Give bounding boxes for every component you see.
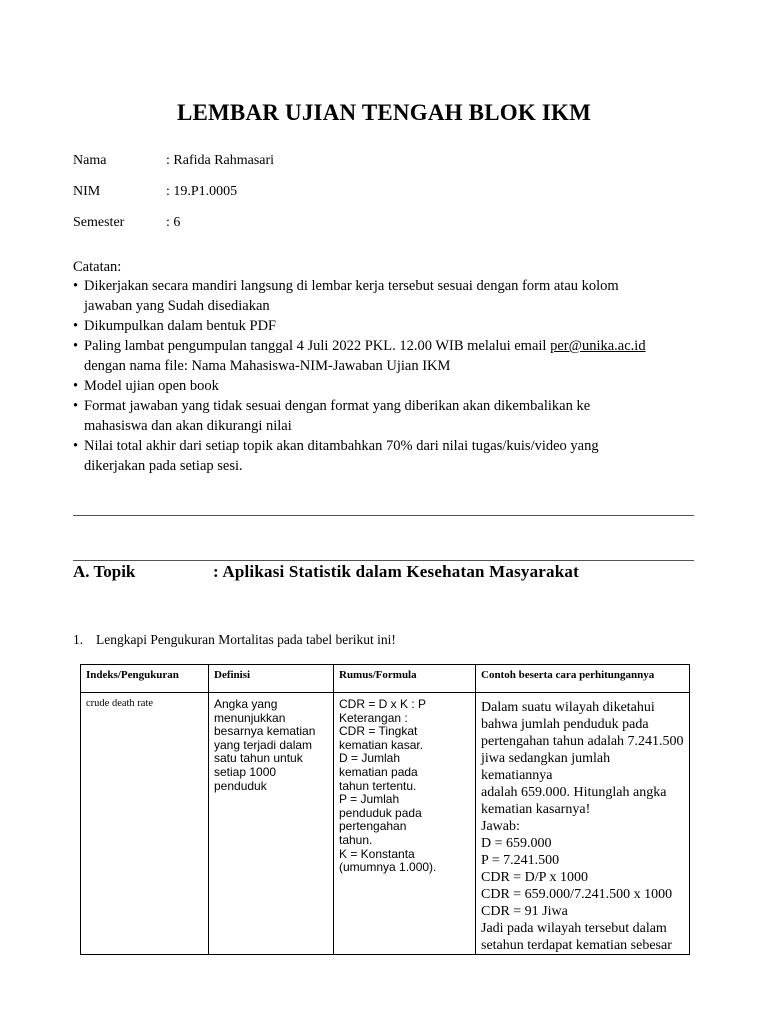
cell-line: kematian kasar. bbox=[339, 737, 424, 752]
note-line: • Dikumpulkan dalam bentuk PDF bbox=[84, 318, 277, 334]
cell-line: CDR = D x K : P bbox=[339, 697, 427, 711]
note-item bbox=[73, 336, 703, 376]
cell-line: penduduk pada bbox=[339, 805, 422, 820]
cell-line: CDR = 659.000/7.241.500 x 1000 bbox=[481, 887, 673, 902]
cell-line: menunjukkan bbox=[214, 710, 286, 725]
cell-line: (umumnya 1.000). bbox=[339, 860, 437, 875]
cell-line: Keterangan : bbox=[339, 710, 408, 725]
cell-line: besarnya kematian bbox=[214, 724, 316, 739]
note-line: dikerjakan pada setiap sesi. bbox=[84, 458, 243, 474]
cell-line: adalah 659.000. Hitunglah angka bbox=[481, 785, 667, 800]
cell-index: crude death rate bbox=[81, 693, 209, 955]
table-header-row bbox=[81, 665, 690, 693]
topic-label: A. Topik bbox=[73, 562, 136, 581]
info-label: Nama bbox=[73, 153, 107, 168]
note-item bbox=[73, 276, 703, 316]
cell-line: setiap 1000 bbox=[214, 764, 277, 779]
cell-line: penduduk bbox=[214, 778, 267, 793]
cell-line: Dalam suatu wilayah diketahui bbox=[481, 700, 655, 715]
cell-line: bahwa jumlah penduduk pada bbox=[481, 717, 649, 732]
note-item bbox=[73, 436, 703, 476]
cell-line: Angka yang bbox=[214, 697, 278, 711]
cell-formula bbox=[334, 693, 476, 955]
mortality-table bbox=[80, 664, 690, 955]
note-line: • Nilai total akhir dari setiap topik akan ditambahkan 70% dari nilai tugas/kuis/video yang bbox=[84, 438, 599, 454]
header-index: Indeks/Pengukuran bbox=[81, 665, 209, 693]
note-text: Paling lambat pengumpulan tanggal 4 Juli 2022 PKL. 12.00 WIB melalui email bbox=[84, 338, 551, 354]
header-definition: Definisi bbox=[209, 665, 334, 693]
cell-line: kematian kasarnya! bbox=[481, 802, 591, 817]
note-line bbox=[84, 336, 703, 356]
topic-value: : Aplikasi Statistik dalam Kesehatan Masyarakat bbox=[213, 562, 579, 581]
header-formula: Rumus/Formula bbox=[334, 665, 476, 693]
note-line: • Dikerjakan secara mandiri langsung di lembar kerja tersebut sesuai dengan form atau kolom bbox=[84, 278, 619, 294]
cell-line: pertengahan bbox=[339, 819, 407, 834]
cell-line: D = Jumlah bbox=[339, 751, 401, 766]
cell-line: tahun tertentu. bbox=[339, 778, 417, 793]
cell-example bbox=[476, 693, 690, 955]
page-title: LEMBAR UJIAN TENGAH BLOK IKM bbox=[176, 100, 592, 125]
notes-list bbox=[73, 276, 703, 476]
cell-line: jiwa sedangkan jumlah kematiannya bbox=[481, 751, 611, 783]
header-example: Contoh beserta cara perhitungannya bbox=[476, 665, 690, 693]
note-line: jawaban yang Sudah disediakan bbox=[84, 298, 270, 314]
note-item bbox=[73, 376, 703, 396]
cell-line: P = 7.241.500 bbox=[481, 853, 560, 868]
note-line: mahasiswa dan akan dikurangi nilai bbox=[84, 418, 292, 434]
cell-line: K = Konstanta bbox=[339, 846, 415, 861]
cell-line: D = 659.000 bbox=[481, 836, 552, 851]
note-line: • Model ujian open book bbox=[84, 378, 219, 394]
info-value: : 19.P1.0005 bbox=[166, 184, 238, 199]
cell-line: CDR = Tingkat bbox=[339, 724, 418, 739]
cell-line: kematian pada bbox=[339, 764, 418, 779]
cell-line: CDR = D/P x 1000 bbox=[481, 870, 588, 885]
question-text: Lengkapi Pengukuran Mortalitas pada tabel berikut ini! bbox=[96, 632, 396, 647]
cell-line: tahun. bbox=[339, 832, 373, 847]
note-line: • Format jawaban yang tidak sesuai dengan format yang diberikan akan dikembalikan ke bbox=[84, 398, 591, 414]
info-value: : Rafida Rahmasari bbox=[166, 153, 275, 168]
cell-line: setahun terdapat kematian sebesar bbox=[481, 938, 672, 953]
email-link[interactable]: per@unika.ac.id bbox=[550, 338, 646, 354]
note-line: dengan nama file: Nama Mahasiswa-NIM-Jawaban Ujian IKM bbox=[84, 358, 451, 374]
divider-line bbox=[73, 515, 694, 516]
cell-line: yang terjadi dalam bbox=[214, 737, 313, 752]
cell-line: CDR = 91 Jiwa bbox=[481, 904, 568, 919]
note-item bbox=[73, 316, 703, 336]
info-label: Semester bbox=[73, 215, 125, 230]
cell-definition bbox=[209, 693, 334, 955]
question-number: 1. bbox=[73, 632, 84, 647]
cell-line: Jadi pada wilayah tersebut dalam bbox=[481, 921, 667, 936]
note-item bbox=[73, 396, 703, 436]
info-value: : 6 bbox=[166, 215, 181, 230]
cell-line: satu tahun untuk bbox=[214, 751, 303, 766]
divider-line bbox=[73, 560, 694, 561]
notes-heading: Catatan: bbox=[73, 259, 122, 275]
cell-line: Jawab: bbox=[481, 819, 520, 834]
info-label: NIM bbox=[73, 184, 101, 199]
cell-line: pertengahan tahun adalah 7.241.500 bbox=[481, 734, 684, 749]
table-row bbox=[81, 693, 690, 955]
cell-line: P = Jumlah bbox=[339, 792, 400, 807]
